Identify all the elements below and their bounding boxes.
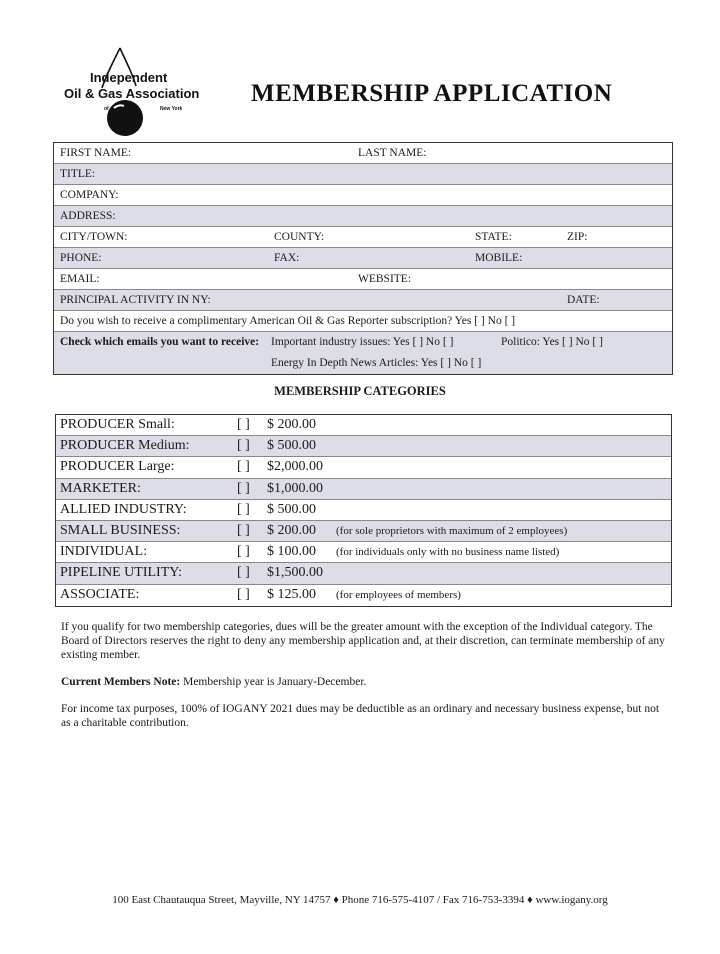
category-name: PRODUCER Medium:: [60, 438, 190, 454]
category-checkbox[interactable]: [ ]: [237, 438, 250, 454]
categories-table: [55, 414, 672, 607]
category-checkbox[interactable]: [ ]: [237, 544, 250, 560]
politico-option[interactable]: Politico: Yes [ ] No [ ]: [501, 336, 603, 348]
category-price: $1,500.00: [267, 565, 323, 581]
qualification-paragraph: If you qualify for two membership categories, dues will be the greater amount with the exception of the Individual category. The Board of Directors reserves the right to deny any membership application and, at their discretion, can terminate membership of any existing member.: [61, 621, 665, 661]
logo-line-oil-gas: Oil & Gas Association: [64, 86, 200, 101]
category-name: PRODUCER Large:: [60, 459, 175, 475]
logo-line-independent: Independent: [90, 70, 168, 85]
category-name: PIPELINE UTILITY:: [60, 565, 182, 581]
state-field[interactable]: STATE:: [475, 231, 512, 243]
category-row[interactable]: [56, 542, 671, 563]
row-phone: [54, 248, 672, 269]
category-name: SMALL BUSINESS:: [60, 522, 181, 538]
principal-activity-field[interactable]: PRINCIPAL ACTIVITY IN NY:: [60, 294, 211, 306]
zip-field[interactable]: ZIP:: [567, 231, 588, 243]
row-city: [54, 227, 672, 248]
row-name: [54, 143, 672, 164]
category-row[interactable]: [56, 563, 671, 584]
category-row[interactable]: [56, 500, 671, 521]
category-row[interactable]: [56, 436, 671, 457]
category-price: $ 100.00: [267, 544, 316, 560]
category-name: MARKETER:: [60, 480, 141, 496]
category-name: INDIVIDUAL:: [60, 544, 148, 560]
title-field[interactable]: TITLE:: [60, 168, 96, 180]
email-preferences: [54, 332, 672, 374]
emails-label: Check which emails you want to receive:: [60, 336, 260, 348]
category-row[interactable]: [56, 479, 671, 500]
category-price: $ 500.00: [267, 438, 316, 454]
association-logo: [62, 46, 212, 138]
category-name: ASSOCIATE:: [60, 586, 140, 602]
row-title: [54, 164, 672, 185]
row-company: [54, 185, 672, 206]
mobile-field[interactable]: MOBILE:: [475, 252, 523, 264]
website-field[interactable]: WEBSITE:: [358, 273, 412, 285]
category-note: (for employees of members): [336, 588, 461, 601]
category-name: ALLIED INDUSTRY:: [60, 501, 187, 517]
category-checkbox[interactable]: [ ]: [237, 522, 250, 538]
logo-line-new-york: New York: [160, 106, 183, 112]
category-checkbox[interactable]: [ ]: [237, 501, 250, 517]
row-address: [54, 206, 672, 227]
row-principal: [54, 290, 672, 311]
category-price: $ 200.00: [267, 522, 316, 538]
category-row[interactable]: [56, 457, 671, 478]
footer-address: 100 East Chautauqua Street, Mayville, NY 14757 ♦ Phone 716-575-4107 / Fax 716-753-3394 ♦ www.iogany.org: [112, 894, 608, 906]
tax-paragraph: For income tax purposes, 100% of IOGANY 2021 dues may be deductible as an ordinary and necessary business expense, but not as a charitable contribution.: [61, 703, 660, 729]
category-note: (for sole proprietors with maximum of 2 employees): [336, 524, 568, 537]
category-checkbox[interactable]: [ ]: [237, 459, 250, 475]
energy-in-depth-option[interactable]: Energy In Depth News Articles: Yes [ ] No [ ]: [271, 357, 482, 369]
category-row[interactable]: [56, 415, 671, 436]
phone-field[interactable]: PHONE:: [60, 252, 102, 264]
application-form: [53, 142, 673, 375]
category-note: (for individuals only with no business name listed): [336, 546, 560, 559]
category-row[interactable]: [56, 585, 671, 606]
company-field[interactable]: COMPANY:: [60, 189, 119, 201]
categories-heading: MEMBERSHIP CATEGORIES: [274, 384, 446, 398]
category-checkbox[interactable]: [ ]: [237, 480, 250, 496]
members-note: [61, 675, 671, 689]
members-note-text: Membership year is January-December.: [180, 676, 367, 688]
city-field[interactable]: CITY/TOWN:: [60, 231, 128, 243]
subscription-question[interactable]: Do you wish to receive a complimentary American Oil & Gas Reporter subscription? Yes [ ] No [ ]: [60, 315, 516, 327]
date-field[interactable]: DATE:: [567, 294, 600, 306]
county-field[interactable]: COUNTY:: [274, 231, 325, 243]
category-price: $1,000.00: [267, 480, 323, 496]
members-note-label: Current Members Note:: [61, 676, 181, 688]
category-row[interactable]: [56, 521, 671, 542]
first-name-field[interactable]: FIRST NAME:: [60, 147, 132, 159]
last-name-field[interactable]: LAST NAME:: [358, 147, 427, 159]
email-field[interactable]: EMAIL:: [60, 273, 100, 285]
page-title: MEMBERSHIP APPLICATION: [251, 80, 613, 107]
category-name: PRODUCER Small:: [60, 417, 175, 432]
address-field[interactable]: ADDRESS:: [60, 210, 116, 222]
industry-issues-option[interactable]: Important industry issues: Yes [ ] No [ ]: [271, 336, 454, 348]
category-checkbox[interactable]: [ ]: [237, 565, 250, 581]
row-subscription: [54, 311, 672, 332]
category-checkbox[interactable]: [ ]: [237, 417, 250, 432]
fax-field[interactable]: FAX:: [274, 252, 300, 264]
category-price: $ 200.00: [267, 417, 316, 432]
row-email: [54, 269, 672, 290]
category-checkbox[interactable]: [ ]: [237, 586, 250, 602]
logo-line-of: of: [104, 106, 109, 112]
category-price: $ 500.00: [267, 501, 316, 517]
category-price: $2,000.00: [267, 459, 323, 475]
category-price: $ 125.00: [267, 586, 316, 602]
